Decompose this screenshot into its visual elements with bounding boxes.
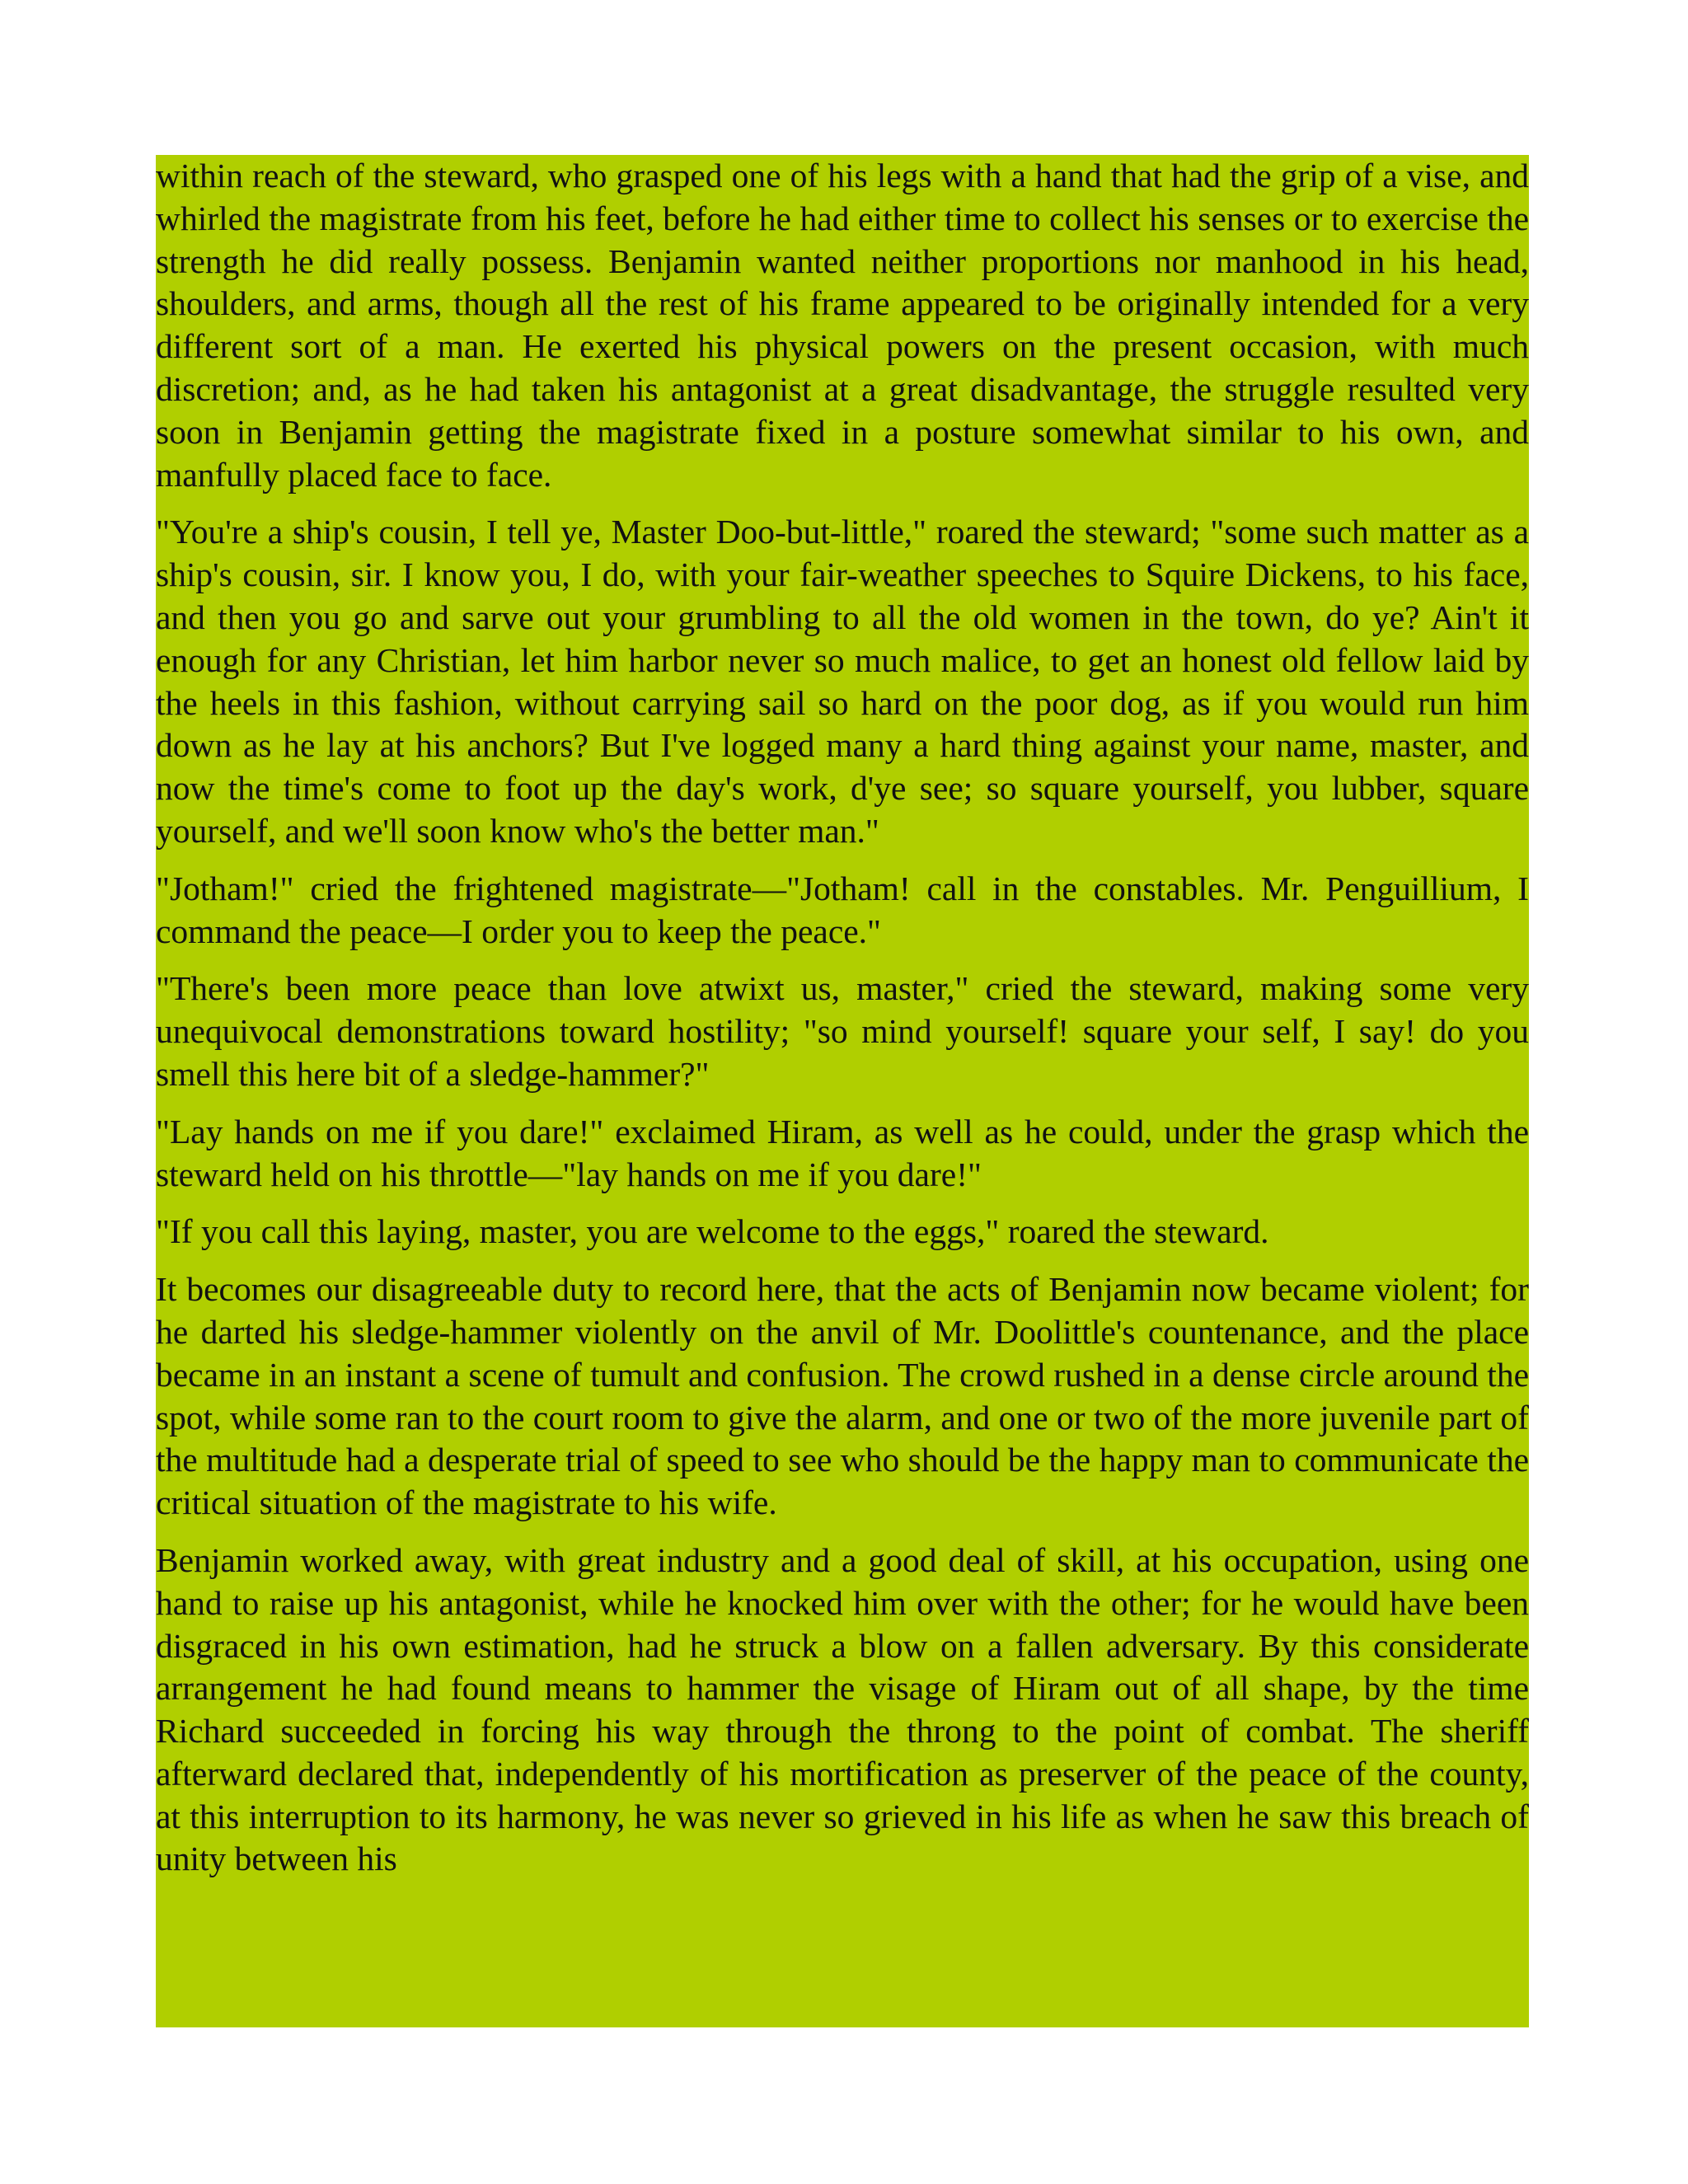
paragraph-8: Benjamin worked away, with great industry and a good deal of skill, at his occupation, using one hand to raise up his antagonist, while he knocked him over with the other; for he would have been disgraced in his own estimation, had he struck a blow on a fallen adversary. By this considerate arrangement he had found means to hammer the visage of Hiram out of all shape, by the time Richard succeeded in forcing his way through the throng to the point of combat. The sheriff afterward declared that, independently of his mortification as preserver of the peace of the county, at this interruption to its harmony, he was never so grieved in his life as when he saw this breach of unity between his <box>156 1540 1529 1878</box>
paragraph-5: "Lay hands on me if you dare!" exclaimed Hiram, as well as he could, under the grasp which the steward held on his throttle—"lay hands on me if you dare!" <box>156 1112 1529 1193</box>
paragraph-3: "Jotham!" cried the frightened magistrate—"Jotham! call in the constables. Mr. Penguillium, I command the peace—I order you to keep the peace." <box>156 869 1529 950</box>
paragraph-6: "If you call this laying, master, you are welcome to the eggs," roared the steward. <box>156 1212 1269 1251</box>
paragraph-1: within reach of the steward, who grasped one of his legs with a hand that had the grip of a vise, and whirled the magistrate from his feet, before he had either time to collect his senses or to exercise the strength he did really possess. Benjamin wanted neither proportions nor manhood in his head, shoulders, and arms, though all the rest of his frame appeared to be originally intended for a very different sort of a man. He exerted his physical powers on the present occasion, with much discretion; and, as he had taken his antagonist at a great disadvantage, the struggle resulted very soon in Benjamin getting the magistrate fixed in a posture somewhat similar to his own, and manfully placed face to face. <box>156 157 1529 494</box>
highlighted-text-block <box>156 155 1529 2027</box>
paragraph-2: "You're a ship's cousin, I tell ye, Master Doo-but-little," roared the steward; "some such matter as a ship's cousin, sir. I know you, I do, with your fair-weather speeches to Squire Dickens, to his face, and then you go and sarve out your grumbling to all the old women in the town, do ye? Ain't it enough for any Christian, let him harbor never so much malice, to get an honest old fellow laid by the heels in this fashion, without carrying sail so hard on the poor dog, as if you would run him down as he lay at his anchors? But I've logged many a hard thing against your name, master, and now the time's come to foot up the day's work, d'ye see; so square yourself, you lubber, square yourself, and we'll soon know who's the better man." <box>156 513 1529 850</box>
paragraph-4: "There's been more peace than love atwixt us, master," cried the steward, making some very unequivocal demonstrations toward hostility; "so mind yourself! square your self, I say! do you smell this here bit of a sledge-hammer?" <box>156 969 1529 1093</box>
paragraph-7: It becomes our disagreeable duty to record here, that the acts of Benjamin now became violent; for he darted his sledge-hammer violently on the anvil of Mr. Doolittle's countenance, and the place became in an instant a scene of tumult and confusion. The crowd rushed in a dense circle around the spot, while some ran to the court room to give the alarm, and one or two of the more juvenile part of the multitude had a desperate trial of speed to see who should be the happy man to communicate the critical situation of the magistrate to his wife. <box>156 1270 1529 1522</box>
